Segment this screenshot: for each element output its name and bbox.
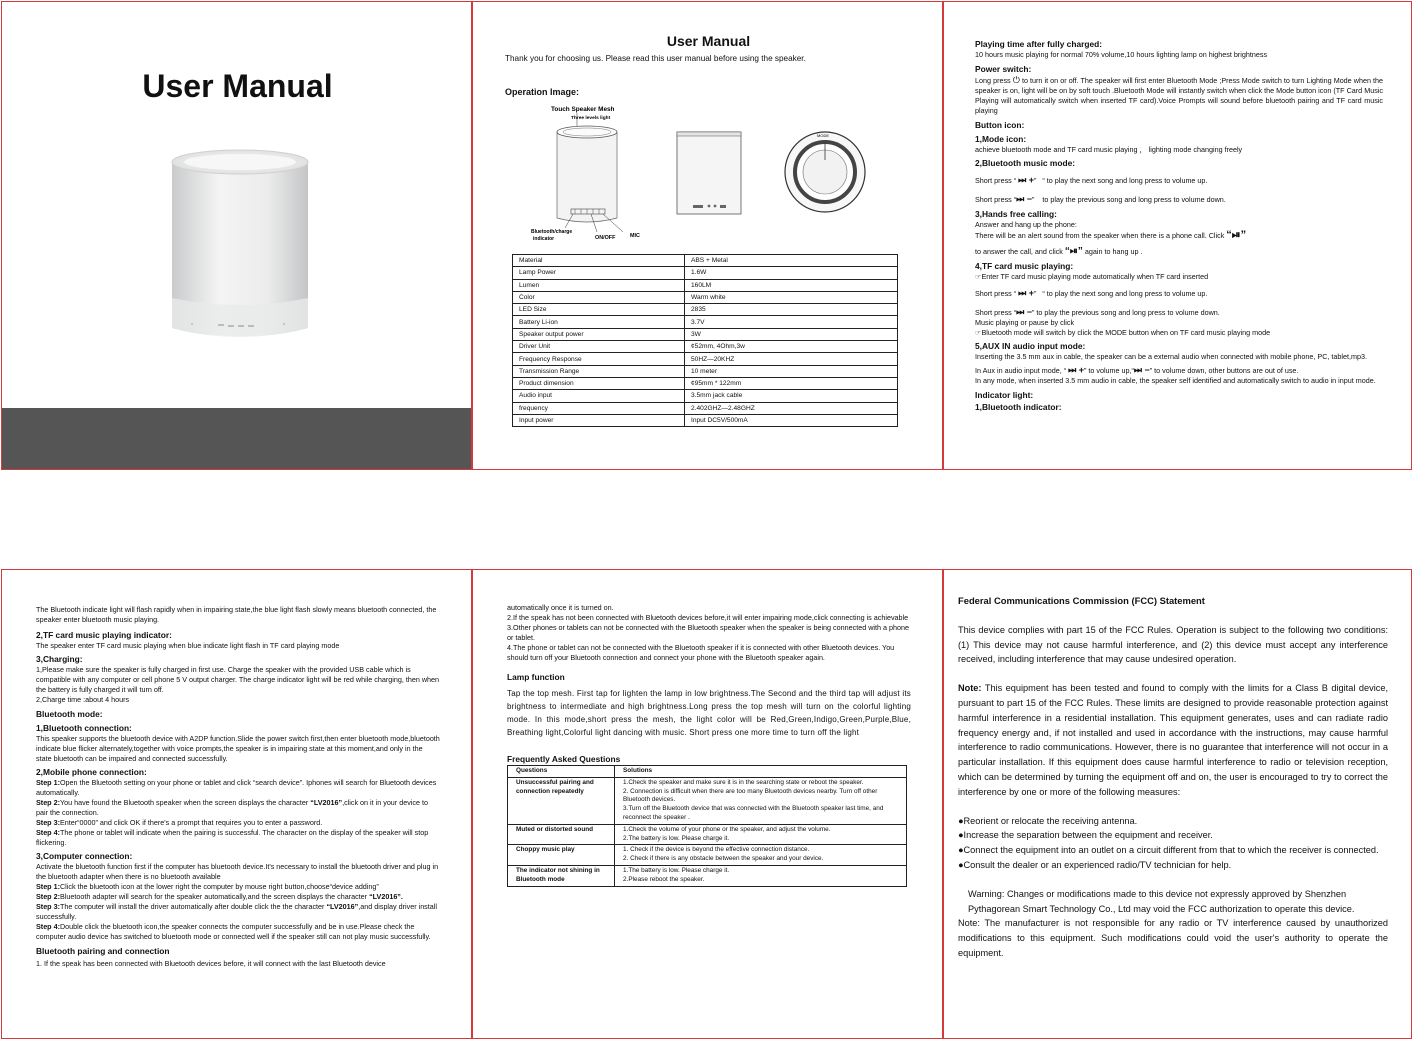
spec-table xyxy=(512,254,898,427)
note-label: Note: xyxy=(958,683,982,694)
lamp-heading: Lamp function xyxy=(507,672,565,682)
label-bt2: indicator xyxy=(533,236,555,242)
spec-key: Lumen xyxy=(513,279,685,291)
next-text: to play the next song and long press to volume up. xyxy=(1046,176,1208,185)
spec-key: Input power xyxy=(513,414,685,426)
tf-text-3: ☞Bluetooth mode will switch by click the MODE button when on TF card music playing mode xyxy=(975,328,1271,337)
pairing-heading: Bluetooth pairing and connection xyxy=(36,946,170,956)
spec-row xyxy=(513,279,898,291)
spec-key: Audio input xyxy=(513,390,685,402)
spec-value: Warm white xyxy=(685,291,898,303)
fcc-bullet-1: ●Reorient or relocate the receiving antenna. xyxy=(958,815,1138,826)
bt-indicator-heading: 1,Bluetooth indicator: xyxy=(975,402,1062,412)
prev-minus-icon: ⏭ − xyxy=(1016,307,1033,317)
step-text: The computer will install the driver automatically after double click the the character xyxy=(59,902,325,911)
pairing-text-4: 4.The phone or tablet can not be connected with the Bluetooth speaker if it is connected with other Bluetooth devices. You should turn off your Bluetooth connection and connect your phone with the Bluetooth speaker again. xyxy=(507,643,895,662)
computer-step-1 xyxy=(36,882,440,892)
pairing-text-2: 2.If the speak has not been connected with Bluetooth devices before,it will enter impairing mode,click connecting is achievable xyxy=(507,613,909,622)
faq-solution-line: 2.Please reboot the speaker. xyxy=(623,875,705,883)
faq-solution xyxy=(615,777,907,824)
spec-row xyxy=(513,377,898,389)
spec-row xyxy=(513,341,898,353)
fcc-paragraph-2 xyxy=(958,681,1388,799)
hands-text-2 xyxy=(975,230,1383,241)
next-text: to play the next song and long press to volume up. xyxy=(1046,289,1208,298)
operation-diagram xyxy=(525,100,885,246)
hands-t3: to answer the call, and click xyxy=(975,247,1063,256)
step-text: ,and display driver install successfully. xyxy=(36,902,437,921)
buttons-content xyxy=(975,38,1383,413)
label-onoff: ON/OFF xyxy=(595,235,616,241)
pairing-text-1: 1. If the speak has been connected with Bluetooth devices before, it will connect with the last Bluetooth device xyxy=(36,959,386,968)
power-text-a: Long press xyxy=(975,76,1011,85)
lv-name: “LV2016” xyxy=(310,798,343,807)
spec-key: Driver Unit xyxy=(513,341,685,353)
tf-heading: 4,TF card music playing: xyxy=(975,261,1074,271)
faq-row xyxy=(508,865,907,886)
faq-header-row xyxy=(508,766,907,778)
aux-t2a: In Aux in audio input mode, xyxy=(975,366,1062,375)
aux-heading: 5,AUX IN audio input mode: xyxy=(975,341,1086,351)
prev-text: to play the previous song and long press to volume down. xyxy=(1042,195,1226,204)
spec-key: Material xyxy=(513,255,685,267)
faq-heading: Frequently Asked Questions xyxy=(507,754,621,764)
aux-t2b: to volume up, xyxy=(1088,366,1132,375)
tf-next-line: Short press “ ⏭ +” “ to play the next song and long press to volume up. xyxy=(975,288,1208,298)
pairing-text-3: 3.Other phones or tablets can not be connected with the Bluetooth speaker when the speaker is being connected with a phone or tablet. xyxy=(507,623,909,642)
fcc-bullet-3: ●Connect the equipment into an outlet on a circuit different from that to which the receiver is connected. xyxy=(958,845,1379,856)
tf-prev-line: Short press “⏭ −” to play the previous song and long press to volume down. xyxy=(975,307,1220,317)
faq-table xyxy=(507,765,907,887)
bt-connection-heading: 1,Bluetooth connection: xyxy=(36,723,132,733)
computer-text: Activate the bluetooth function first if the computer has bluetooth device.It's necessary to install the bluetooth driver and plug in the bluetooth adapter when there is no bluetooth available xyxy=(36,862,439,881)
prev-text: to play the previous song and long press to volume down. xyxy=(1036,308,1220,317)
faq-row xyxy=(508,777,907,824)
next-plus-icon: ⏭ + xyxy=(1068,365,1084,375)
faq-solution-line: 2. Check if there is any obstacle between the speaker and your device. xyxy=(623,855,824,863)
spec-value: ¢95mm * 122mm xyxy=(685,377,898,389)
faq-question: Unsuccessful pairing and connection repeatedly xyxy=(508,777,615,824)
short-press-label: Short press xyxy=(975,308,1012,317)
play-pause-icon: “⏯” xyxy=(1226,229,1247,241)
step-label: Step 1: xyxy=(36,882,60,891)
lv-name: “LV2016” xyxy=(326,902,359,911)
bt-music-heading: 2,Bluetooth music mode: xyxy=(975,158,1076,168)
charging-heading: 3,Charging: xyxy=(36,654,83,664)
manual-title: User Manual xyxy=(666,33,751,49)
spec-row xyxy=(513,390,898,402)
mobile-step-1 xyxy=(36,778,440,798)
spec-row xyxy=(513,328,898,340)
spec-value: 160LM xyxy=(685,279,898,291)
cover-band xyxy=(2,408,472,470)
fcc-paragraph-1: This device complies with part 15 of the FCC Rules. Operation is subject to the following two conditions: (1) This device may not cause harmful interference, and (2) this device must accept any interference received, including interference that may cause undesired operation. xyxy=(958,624,1388,665)
spec-key: Frequency Response xyxy=(513,353,685,365)
spec-row xyxy=(513,316,898,328)
step-label: Step 1: xyxy=(36,778,60,787)
cover-title: User Manual xyxy=(142,68,333,104)
step-text: Open the Bluetooth setting on your phone or tablet and click “search device”. Iphones will search for Bluetooth devices automatically. xyxy=(36,778,437,797)
tf-text-1: ☞Enter TF card music playing mode automatically when TF card inserted xyxy=(975,272,1209,281)
spec-row xyxy=(513,353,898,365)
lv-name: “LV2016”. xyxy=(369,892,403,901)
faq-question: Choppy music play xyxy=(508,845,615,866)
tf-indicator-heading: 2,TF card music playing indicator: xyxy=(36,630,172,640)
manual-panel xyxy=(472,1,943,470)
computer-step-4 xyxy=(36,922,440,942)
step-text: Enter“0000” and click OK if there's a prompt that requires you to enter a password. xyxy=(59,818,323,827)
faq-solution-line: 3.Turn off the Bluetooth device that was connected with the Bluetooth speaker last time, and reconnect the speaker . xyxy=(623,805,884,821)
lamp-product-image xyxy=(168,148,312,342)
mode-heading: 1,Mode icon: xyxy=(975,134,1027,144)
spec-row xyxy=(513,267,898,279)
spec-key: Color xyxy=(513,291,685,303)
aux-t2c: to volume down, other buttons are out of use. xyxy=(1154,366,1299,375)
step-text: Click the bluetooth icon at the lower right the computer by mouse right button,choose“device adding” xyxy=(59,882,379,891)
step-text: You have found the Bluetooth speaker when the screen displays the character xyxy=(59,798,309,807)
power-heading: Power switch: xyxy=(975,64,1032,74)
mode-text: achieve bluetooth mode and TF card music playing ， lighting mode changing freely xyxy=(975,145,1243,154)
spec-row xyxy=(513,255,898,267)
tf-text-2: Music playing or pause by click xyxy=(975,318,1075,327)
power-text-b: to turn it on or off. The speaker will first enter Bluetooth Mode ;Press Mode switch to turn Lighting Mode when the speaker is on, light will be on by soft touch .Bluetooth Mode will instantly switch when click the Mode button icon (TF Card Music Playing will automatically switch when inserted TF card).Voice Prompts will sound before bluetooth pairing and TF card music playing xyxy=(975,76,1384,115)
faq-question: Muted or distorted sound xyxy=(508,824,615,845)
faq-solution-line: 2. Connection is difficult when there are too many Bluetooth devices nearby. Turn off other Bluetooth devices. xyxy=(623,787,878,804)
buttons-panel xyxy=(943,1,1412,470)
faq-row xyxy=(508,824,907,845)
spec-value: 10 meter xyxy=(685,365,898,377)
short-press-label: Short press xyxy=(975,289,1012,298)
power-text xyxy=(975,75,1383,116)
faq-solution-line: 1.The battery is low. Please charge it. xyxy=(623,866,730,874)
playing-heading: Playing time after fully charged: xyxy=(975,39,1103,49)
charging-text-2: 2,Charge time :about 4 hours xyxy=(36,695,130,704)
spec-value: 50HZ—20KHZ xyxy=(685,353,898,365)
note-text: This equipment has been tested and found to comply with the limits for a Class B digital device, pursuant to part 15 of the FCC Rules. These limits are designed to provide reasonable protection against harmful interference in a residential installation. This equipment generates, uses and can radiate radio frequency energy and, if not installed and used in accordance with the instructions, may cause harmful interference to radio communications. However, there is no guarantee that interference will not occur in a particular installation. If this equipment does cause harmful interference to radio or television reception, which can be determined by turning the equipment off and on, the user is encouraged to try to correct the interference by one or more of the following measures: xyxy=(958,683,1388,797)
mobile-step-3 xyxy=(36,818,440,828)
spec-value: ¢52mm, 4Ohm,3w xyxy=(685,341,898,353)
faq-solution xyxy=(615,845,907,866)
spec-row xyxy=(513,291,898,303)
fcc-panel xyxy=(943,569,1412,1039)
step-label: Step 2: xyxy=(36,892,60,901)
mobile-heading: 2,Mobile phone connection: xyxy=(36,767,147,777)
computer-step-2 xyxy=(36,892,440,902)
faq-solution xyxy=(615,865,907,886)
fcc-warning: Warning: Changes or modifications made to this device not expressly approved by Shenzhen Pythagorean Smart Technology Co., Ltd may void the FCC authorization to operate this device. xyxy=(968,888,1355,914)
spec-value: ABS + Metal xyxy=(685,255,898,267)
label-mode: MODE xyxy=(817,133,829,138)
play-pause-icon: “⏯” xyxy=(1064,246,1083,257)
next-plus-icon: ⏭ + xyxy=(1018,175,1035,185)
spec-value: 1.6W xyxy=(685,267,898,279)
step-label: Step 2: xyxy=(36,798,60,807)
spec-row xyxy=(513,365,898,377)
bt-mode-heading: Bluetooth mode: xyxy=(36,709,103,719)
connection-content xyxy=(36,605,440,969)
computer-step-3 xyxy=(36,902,440,922)
spec-row xyxy=(513,402,898,414)
prev-minus-icon: ⏭ − xyxy=(1133,365,1150,375)
cover-panel xyxy=(1,1,472,470)
button-icon-heading: Button icon: xyxy=(975,120,1025,130)
hands-t4: again to hang up . xyxy=(1084,247,1143,256)
label-bt: Bluetooth/charge xyxy=(531,229,573,235)
faq-solution xyxy=(615,824,907,845)
spec-key: frequency xyxy=(513,402,685,414)
fcc-title: Federal Communications Commission (FCC) Statement xyxy=(958,595,1205,606)
spec-key: Lamp Power xyxy=(513,267,685,279)
spec-key: Product dimension xyxy=(513,377,685,389)
spec-value: 3.7V xyxy=(685,316,898,328)
hands-text-3 xyxy=(975,247,1383,257)
manual-intro: Thank you for choosing us. Please read this user manual before using the speaker. xyxy=(505,54,806,63)
label-mic: MIC xyxy=(630,233,640,239)
lamp-text: Tap the top mesh. First tap for lighten the lamp in low brightness.The Second and the third tap will adjust its brightness to intermediate and high brightness.Long press the top mesh will turn on the colorful lighting mode. In this mode,short press the mesh, the light color will be Red,Green,Indigo,Green,Purple,Blue, Breathing light,Colorful light dancing with music. Short press one more time to turn off the light xyxy=(507,689,911,737)
fcc-paragraph-3: Note: The manufacturer is not responsible for any radio or TV interference caused by unauthorized modifications to this equipment. Such modifications could void the user's authority to operate the equipment. xyxy=(958,918,1388,958)
hands-text-1: Answer and hang up the phone: xyxy=(975,220,1077,229)
connection-panel xyxy=(1,569,472,1039)
short-press-label: Short press xyxy=(975,176,1012,185)
spec-value: Input DC5V/500mA xyxy=(685,414,898,426)
faq-solution-line: 1. Check if the device is beyond the effective connection distance. xyxy=(623,846,810,854)
spec-key: Speaker output power xyxy=(513,328,685,340)
spec-value: 3.5mm jack cable xyxy=(685,390,898,402)
spec-row xyxy=(513,304,898,316)
step-text: Double click the bluetooth icon,the speaker connects the computer successfully and be in use.Please check the computer audio device has switched to bluetooth mode or connected well if the speaker still can not play music successfully. xyxy=(36,922,431,941)
label-levels: Three levels light xyxy=(571,116,611,121)
faq-content xyxy=(507,603,911,887)
operation-heading: Operation Image: xyxy=(505,87,580,97)
spec-row xyxy=(513,414,898,426)
step-text: Bluetooth adapter will search for the speaker automatically,and the screen displays the character xyxy=(59,892,368,901)
aux-text-1: Inserting the 3.5 mm aux in cable, the speaker can be a external audio when connected with mobile phone, PC, tablet,mp3. xyxy=(975,352,1367,361)
aux-text-3: In any mode, when inserted 3.5 mm audio in cable, the speaker self identified and automatically switch to audio in input mode. xyxy=(975,376,1376,385)
tf-indicator-text: The speaker enter TF card music playing when blue indicate light flash in TF card playing mode xyxy=(36,641,340,650)
indicator-heading: Indicator light: xyxy=(975,390,1034,400)
pairing-text-1b: automatically once it is turned on. xyxy=(507,603,614,612)
spec-key: LED Size xyxy=(513,304,685,316)
aux-text-2: In Aux in audio input mode, “ ⏭ +” to volume up,“⏭ −” to volume down, other buttons are out of use. xyxy=(975,365,1299,375)
fcc-bullet-4: ●Consult the dealer or an experienced radio/TV technician for help. xyxy=(958,859,1232,870)
faq-question: The indicator not shining in Bluetooth mode xyxy=(508,865,615,886)
power-icon: ⏻ xyxy=(1012,75,1020,85)
faq-col-solutions: Solutions xyxy=(615,766,907,778)
mobile-step-2 xyxy=(36,798,440,818)
hands-heading: 3,Hands free calling: xyxy=(975,209,1057,219)
mobile-step-4 xyxy=(36,828,440,848)
computer-heading: 3,Computer connection: xyxy=(36,851,133,861)
step-text: ,click on it in your device to pair the connection. xyxy=(36,798,428,817)
prev-minus-icon: ⏭ − xyxy=(1016,194,1033,204)
fcc-bullet-2: ●Increase the separation between the equipment and receiver. xyxy=(958,830,1213,841)
faq-solution-line: 1.Check the volume of your phone or the speaker, and adjust the volume. xyxy=(623,825,831,833)
step-label: Step 3: xyxy=(36,902,60,911)
bt-next-line: Short press “ ⏭ +” “ to play the next song and long press to volume up. xyxy=(975,175,1208,185)
faq-row xyxy=(508,845,907,866)
spec-value: 2835 xyxy=(685,304,898,316)
spec-key: Transmission Range xyxy=(513,365,685,377)
indicator-intro: The Bluetooth indicate light will flash rapidly when in impairing state,the blue light flash slowly means bluetooth connected, the speaker enter bluetooth music playing. xyxy=(36,605,437,624)
fcc-content xyxy=(958,594,1388,961)
spec-value: 3W xyxy=(685,328,898,340)
step-text: The phone or tablet will indicate when the pairing is successful. The character on the display of the speaker will stop flickering. xyxy=(36,828,429,847)
faq-solution-line: 1.Check the speaker and make sure it is in the searching state or reboot the speaker. xyxy=(623,778,864,786)
faq-panel xyxy=(472,569,943,1039)
spec-value: 2.402GHZ—2.48GHZ xyxy=(685,402,898,414)
label-touch: Touch Speaker Mesh xyxy=(551,106,615,113)
faq-col-questions: Questions xyxy=(508,766,615,778)
bt-prev-line: Short press “⏭ −” to play the previous song and long press to volume down. xyxy=(975,194,1226,204)
spec-key: Battery Li-ion xyxy=(513,316,685,328)
charging-text-1: 1,Please make sure the speaker is fully charged in first use. Charge the speaker with the provided USB cable which is compatible with any computer or cell phone 5 V output charger. The charge indicator light will be red while charging, then when the battery is fully charged it will turn off. xyxy=(36,665,439,694)
next-plus-icon: ⏭ + xyxy=(1018,288,1035,298)
step-label: Step 4: xyxy=(36,922,60,931)
hands-t2: There will be an alert sound from the speaker when there is a phone call. Click xyxy=(975,231,1225,240)
faq-solution-line: 2.The battery is low. Please charge it. xyxy=(623,834,730,842)
short-press-label: Short press xyxy=(975,195,1012,204)
step-label: Step 4: xyxy=(36,828,60,837)
playing-text: 10 hours music playing for normal 70% volume,10 hours lighting lamp on highest brightness xyxy=(975,50,1268,59)
bt-connection-text: This speaker supports the bluetooth device with A2DP function.Slide the power switch first,then enter bluetooth mode,bluetooth indicate blue flicker alternately,together with voice prompts,the speaker is in impairing state at this moment,and only in the state bluetooth can be impaired and connected successfully. xyxy=(36,734,440,763)
step-label: Step 3: xyxy=(36,818,60,827)
